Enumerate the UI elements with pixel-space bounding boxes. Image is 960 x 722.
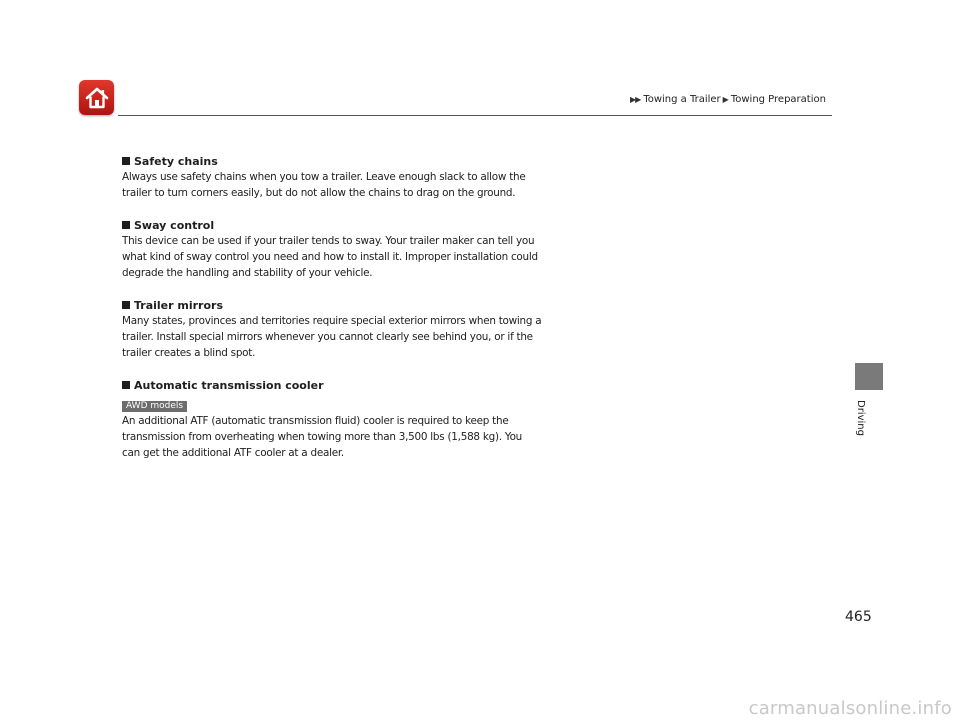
section-trailer-mirrors [122,298,562,361]
breadcrumb [630,94,826,105]
section-heading-text: Automatic transmission cooler [134,379,324,392]
square-bullet-icon [122,381,130,389]
body-line: degrade the handling and stability of your vehicle. [122,267,373,279]
section-heading [122,298,562,313]
section-body [122,169,562,201]
section-heading-text: Trailer mirrors [134,299,224,312]
section-body [122,313,562,361]
section-safety-chains [122,154,562,201]
body-line: transmission from overheating when towing more than 3,500 lbs (1,588 kg). You [122,431,523,443]
body-line: An additional ATF (automatic transmission fluid) cooler is required to keep the [122,415,509,427]
section-heading-text: Sway control [134,219,215,232]
section-automatic-transmission-cooler [122,378,562,461]
section-sway-control [122,218,562,281]
section-body [122,413,562,461]
body-line: trailer. Install special mirrors whenever you cannot clearly see behind you, or if the [122,331,533,343]
home-icon [84,85,110,111]
section-heading [122,378,562,393]
square-bullet-icon [122,301,130,309]
header-divider [118,115,832,116]
chapter-label: Driving [855,400,866,436]
breadcrumb-arrow-icon: ▶▶ [630,95,641,104]
square-bullet-icon [122,157,130,165]
section-body [122,233,562,281]
section-heading [122,154,562,169]
body-line: This device can be used if your trailer tends to sway. Your trailer maker can tell you [122,235,535,247]
watermark: carmanualsonline.info [748,698,952,719]
home-button[interactable] [79,80,114,115]
body-line: trailer creates a blind spot. [122,347,256,359]
chapter-tab[interactable] [855,363,883,390]
page-content [122,154,562,478]
body-line: can get the additional ATF cooler at a dealer. [122,447,344,459]
square-bullet-icon [122,221,130,229]
body-line: what kind of sway control you need and how to install it. Improper installation could [122,251,538,263]
body-line: Many states, provinces and territories require special exterior mirrors when towing a [122,315,542,327]
body-line: Always use safety chains when you tow a trailer. Leave enough slack to allow the [122,171,526,183]
section-heading-text: Safety chains [134,155,218,168]
breadcrumb-item-towing-a-trailer[interactable]: Towing a Trailer [643,94,721,105]
breadcrumb-item-towing-preparation[interactable]: Towing Preparation [730,94,826,105]
model-badge: AWD models [122,401,187,412]
page-number: 465 [845,609,872,625]
body-line: trailer to turn corners easily, but do not allow the chains to drag on the ground. [122,187,516,199]
breadcrumb-arrow-icon: ▶ [722,95,728,104]
section-heading [122,218,562,233]
